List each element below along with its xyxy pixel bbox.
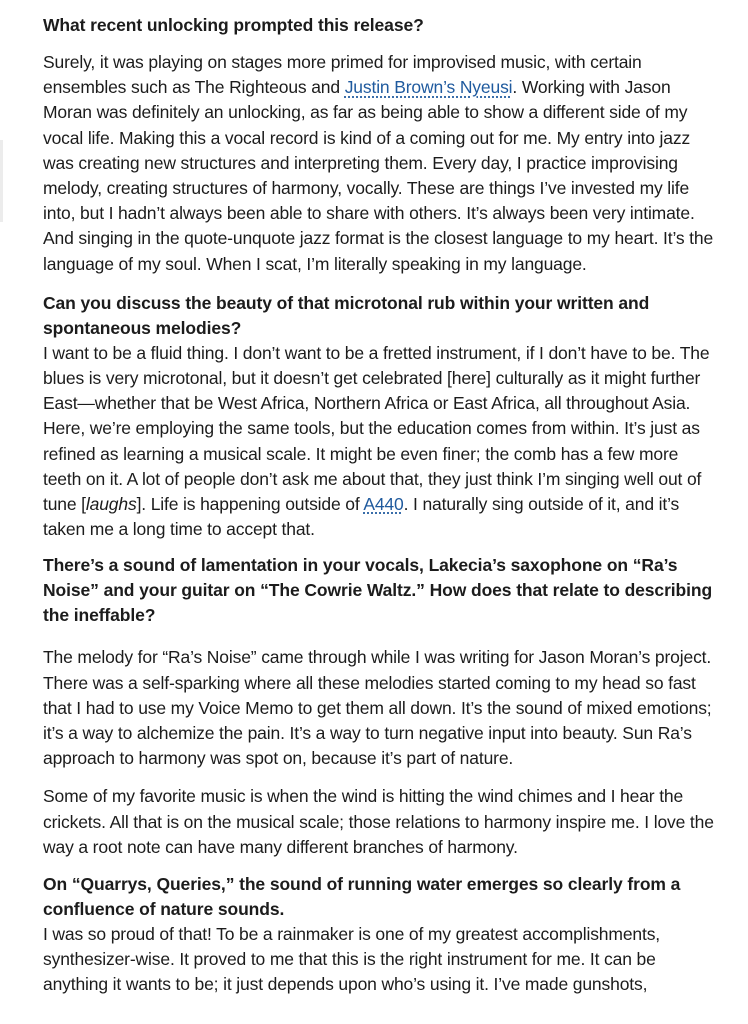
a440-link[interactable]: A440 [363,494,404,515]
interview-answer: Some of my favorite music is when the wind is hitting the wind chimes and I hear the crickets. All that is on the musical scale; those relations to harmony inspire me. I love the way a root note can have many different branches of harmony. [43,786,714,857]
justin-brown-nyeusi-link[interactable]: Justin Brown’s Nyeusi [344,77,513,98]
interview-answer: I was so proud of that! To be a rainmaker is one of my greatest accomplishments, synthesizer-wise. It proved to me that this is the right instrument for me. It can be anything it wants to be; it just depends upon who’s using it. I’ve made gunshots, [43,924,661,995]
interview-question: There’s a sound of lamentation in your vocals, Lakecia’s saxophone on “Ra’s Noise” and your guitar on “The Cowrie Waltz.” How does that relate to describing the ineffable? [43,555,713,626]
answer-text: Surely, it was playing on stages more primed for improvised music, with certain ensembles such as The Righteous and [43,52,642,98]
interview-question: On “Quarrys, Queries,” the sound of running water emerges so clearly from a confluence of nature sounds. [43,874,681,920]
interview-answer [43,50,715,277]
answer-text: ]. Life is happening outside of [136,494,364,515]
interview-question: What recent unlocking prompted this release? [43,15,424,35]
interview-answer: The melody for “Ra’s Noise” came through while I was writing for Jason Moran’s project. There was a self-sparking where all these melodies started coming to my head so fast that I had to use my Voice Memo to get them all down. It’s the sound of mixed emotions; it’s a way to alchemize the pain. It’s a way to turn negative input into beauty. Sun Ra’s approach to harmony was spot on, because it’s part of nature. [43,647,712,769]
interview-article [43,0,715,998]
interview-question: Can you discuss the beauty of that microtonal rub within your written and spontaneous melodies? [43,292,650,338]
answer-text: . Working with Jason Moran was definitely an unlocking, as far as being able to show a different side of my vocal life. Making this a vocal record is kind of a coming out for me. My entry into jazz was creating new structures and interpreting them. Every day, I practice improvising melody, creating structures of harmony, vocally. These are things I’ve invested my life into, but I hadn’t always been able to share with others. It’s always been very intimate. And singing in the quote-unquote jazz format is the closest language to my heart. It’s the language of my soul. When I scat, I’m literally speaking in my language. [43,77,714,274]
left-edge-marker [0,140,3,222]
laughs-aside: laughs [85,494,137,515]
answer-text: I want to be a fluid thing. I don’t want to be a fretted instrument, if I don’t have to be. The blues is very microtonal, but it doesn’t get celebrated [here] culturally as it might further East—whether that be West Africa, Northern Africa or East Africa, all throughout Asia. Here, we’re employing the same tools, but the education comes from within. It’s just as refined as learning a musical scale. It might be even finer; the comb has a few more teeth on it. A lot of people don’t ask me about that, they just think I’m singing well out of tune [ [43,342,710,515]
interview-answer [43,341,715,543]
answer-text: . I naturally sing outside of it, and it’s taken me a long time to accept that. [43,494,680,540]
